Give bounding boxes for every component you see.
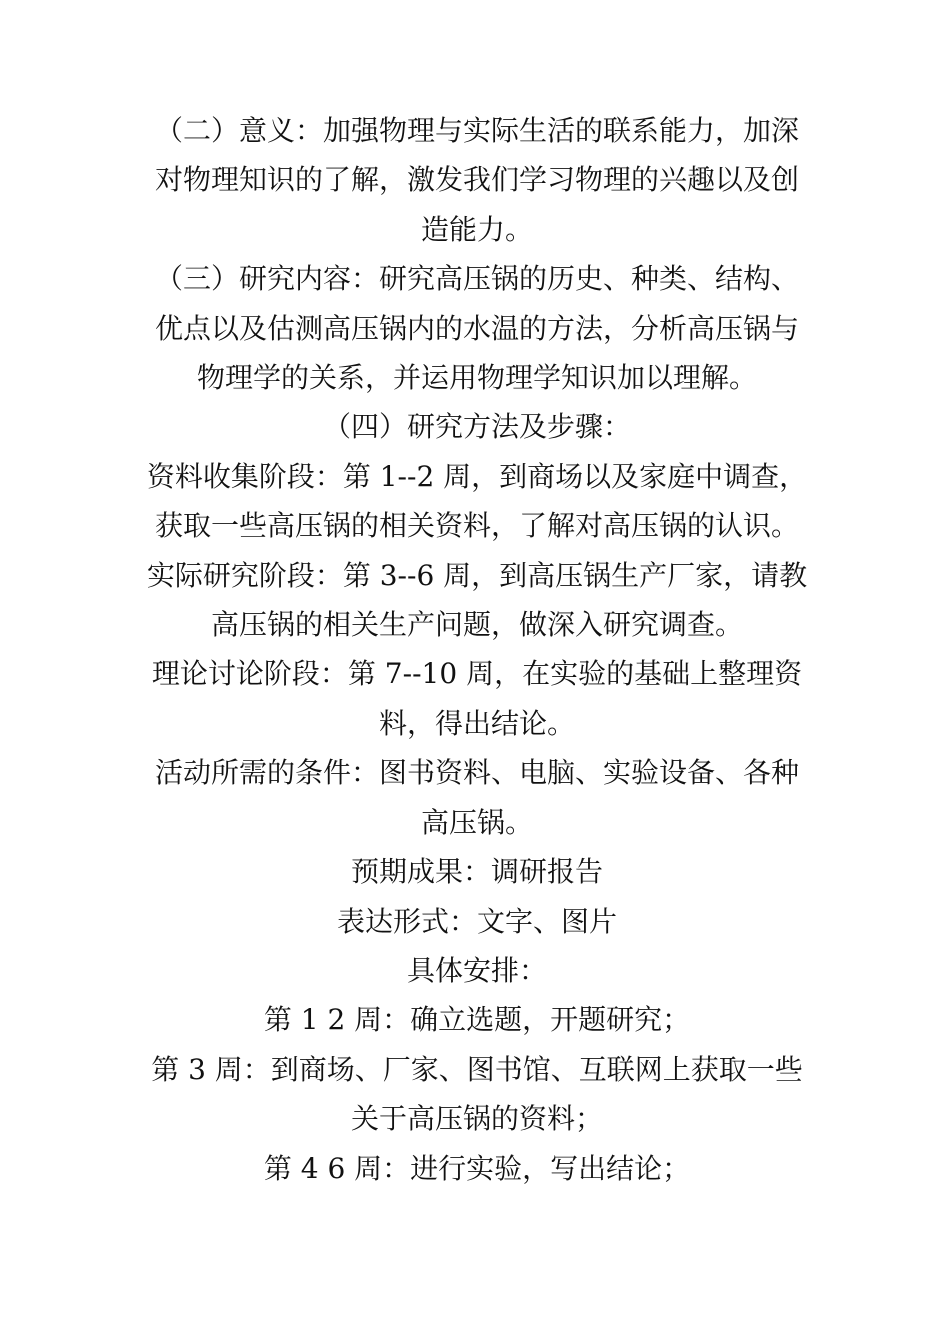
paragraph-schedule-heading: 具体安排： xyxy=(406,953,547,987)
paragraph-research-content: （三）研究内容：研究高压锅的历史、种类、结构、优点以及估测高压锅内的水温的方法，分析高压锅与物理学的关系，并运用物理学知识加以理解。 xyxy=(154,262,799,395)
paragraph-schedule-week-3: 第 3 周：到商场、厂家、图书馆、互联网上获取一些关于高压锅的资料； xyxy=(151,1052,803,1136)
paragraph-data-collection-stage: 资料收集阶段：第 1--2 周，到商场以及家庭中调查，获取一些高压锅的相关资料，了解对高压锅的认识。 xyxy=(146,459,808,543)
paragraph-significance: （二）意义：加强物理与实际生活的联系能力，加深对物理知识的了解，激发我们学习物理的兴趣以及创造能力。 xyxy=(154,114,799,246)
document-body xyxy=(146,106,808,1193)
paragraph-expression-form: 表达形式：文字、图片 xyxy=(336,904,617,938)
paragraph-theory-discussion-stage: 理论讨论阶段：第 7--10 周，在实验的基础上整理资料，得出结论。 xyxy=(151,657,803,740)
paragraph-practical-research-stage: 实际研究阶段：第 3--6 周，到高压锅生产厂家，请教高压锅的相关生产问题，做深入研究调查。 xyxy=(146,558,808,642)
paragraph-required-conditions: 活动所需的条件：图书资料、电脑、实验设备、各种高压锅。 xyxy=(154,756,799,839)
paragraph-schedule-week-1-2: 第 1 2 周：确立选题，开题研究； xyxy=(263,1003,691,1037)
paragraph-methods-heading: （四）研究方法及步骤： xyxy=(322,410,631,444)
paragraph-expected-results: 预期成果：调研报告 xyxy=(350,855,603,889)
paragraph-schedule-week-4-6: 第 4 6 周：进行实验，写出结论； xyxy=(263,1151,691,1185)
